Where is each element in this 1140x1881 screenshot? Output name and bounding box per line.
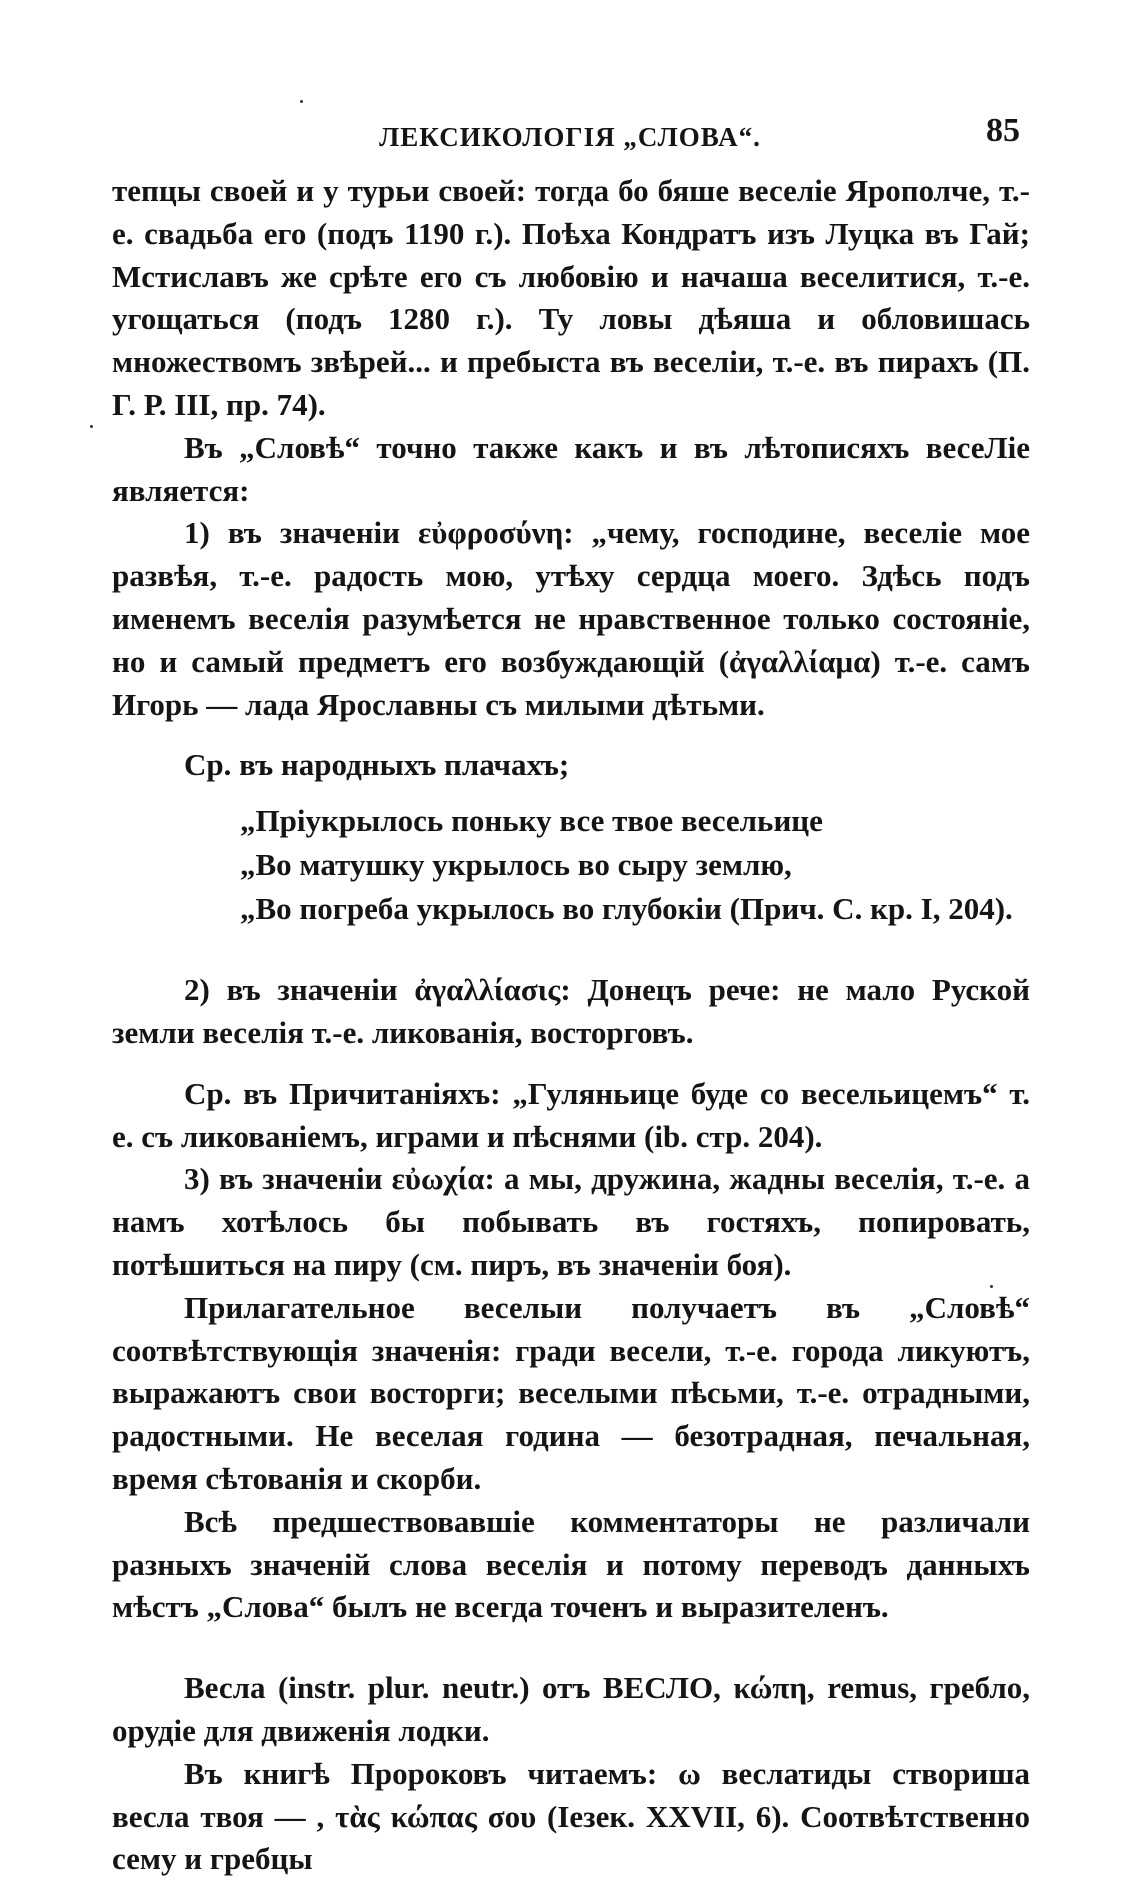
verse-line: „Пріукрылось поньку все твое весельице xyxy=(240,803,823,839)
paragraph: Ср. въ народныхъ плачахъ; xyxy=(184,747,570,783)
paragraph: 3) въ значеніи εὐωχία: а мы, дружина, жадны веселія, т.-е. а намъ хотѣлось бы побывать въ гостяхъ, попировать, потѣшиться на пиру (см. пиръ, въ значеніи боя). xyxy=(112,1161,1030,1282)
verse-block xyxy=(240,799,1030,931)
paragraph: Въ „Словѣ“ точно также какъ и въ лѣтописяхъ весеЛіе является: xyxy=(112,429,1030,508)
paragraph: Ср. въ Причитаніяхъ: „Гуляньице буде со весельицемъ“ т. е. съ ликованіемъ, играми и пѣснями (ib. стр. 204). xyxy=(112,1075,1030,1154)
paragraph: Прилагательное веселыи получаетъ въ „Словѣ“ соотвѣтствующія значенія: гради весели, т.-е. города ликуютъ, выражаютъ свои восторги; веселыми пѣсьми, т.-е. отрадными, радостными. Не веселая година — безотрадная, печальная, время сѣтованія и скорби. xyxy=(112,1289,1030,1496)
paragraph: тепцы своей и у турьи своей: тогда бо бяше веселіе Ярополче, т.-е. свадьба его (подъ 1190 г.). Поѣха Кондратъ изъ Луцка въ Гай; Мстиславъ же срѣте его съ любовію и начаша веселитися, т.-е. угощаться (подъ 1280 г.). Ту ловы дѣяша и обловишась множествомъ звѣрей... и пребыста въ веселіи, т.-е. въ пирахъ (П. Г. Р. III, пр. 74). xyxy=(112,173,1030,422)
page-header xyxy=(120,112,1020,152)
body-text xyxy=(112,170,1030,1881)
print-speck xyxy=(90,425,93,428)
print-speck xyxy=(300,100,303,103)
paragraph: 1) въ значеніи εὐφροσύνη: „чему, господине, веселіе мое развѣя, т.-е. радость мою, утѣху сердца моего. Здѣсь подъ именемъ веселія разумѣется не нравственное только состояніе, но и самый предметъ его возбуждающій (ἀγαλλίαμα) т.-е. самъ Игорь — лада Ярославны съ милыми дѣтьми. xyxy=(112,515,1030,722)
running-title: ЛЕКСИКОЛОГІЯ „СЛОВА“. xyxy=(379,122,761,152)
verse-line: „Во погреба укрылось во глубокіи (Прич. С. кр. I, 204). xyxy=(240,891,1013,927)
print-speck xyxy=(990,1285,993,1288)
paragraph: 2) въ значеніи ἀγαλλίασις: Донецъ рече: не мало Руской земли веселія т.-е. ликованія, восторговъ. xyxy=(112,972,1030,1050)
paragraph: Въ книгѣ Пророковъ читаемъ: ω веслатиды створиша весла твоя — , τὰς κώπας σου (Іезек. XXVII, 6). Соотвѣтственно сему и гребцы xyxy=(112,1755,1030,1877)
verse-line: „Во матушку укрылось во сыру землю, xyxy=(240,847,792,883)
dictionary-entry: Весла (instr. plur. neutr.) отъ ВЕСЛО, κώπη, remus, гребло, орудіе для движенія лодки. xyxy=(112,1670,1030,1748)
paragraph: Всѣ предшествовавшіе комментаторы не различали разныхъ значеній слова веселія и потому переводъ данныхъ мѣстъ „Слова“ былъ не всегда точенъ и выразителенъ. xyxy=(112,1503,1030,1625)
page-number: 85 xyxy=(986,112,1020,149)
